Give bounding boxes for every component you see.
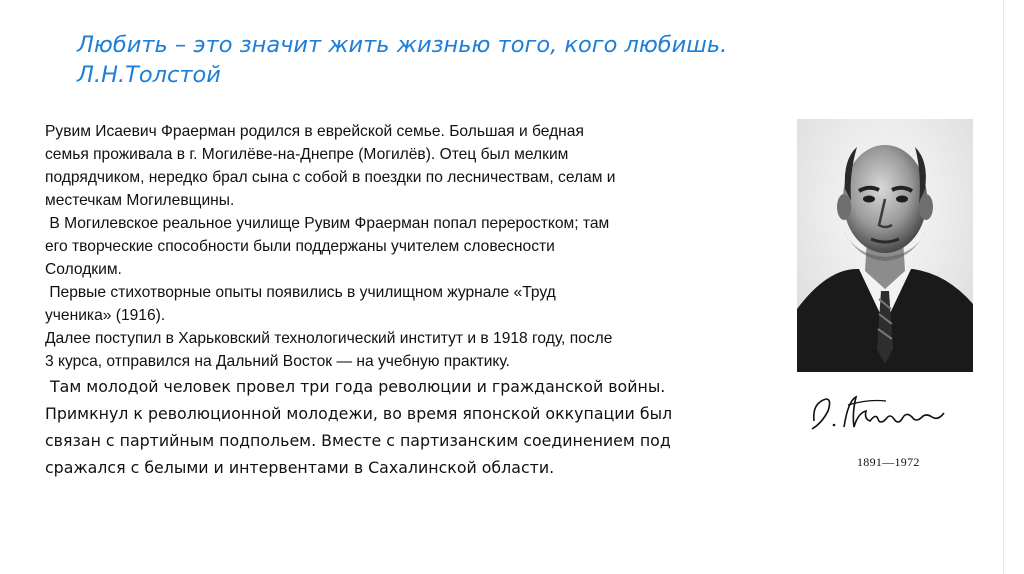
slide-edge-divider: [1003, 0, 1004, 574]
paragraph-family: Рувим Исаевич Фраерман родился в еврейской семье. Большая и бедная семья проживала в г. Могилёве-на-Днепре (Могилёв). Отец был мелким подрядчиком, нередко брал сына с собой в поездки по лесничествам, селам и местечкам Могилевщины.: [45, 123, 616, 209]
author-portrait: [797, 119, 973, 372]
title-author: Л.Н.Толстой: [77, 62, 221, 88]
slide-title: [77, 30, 977, 90]
biography-text: [45, 120, 775, 481]
paragraph-far-east: Там молодой человек провел три года революции и гражданской войны. Примкнул к революционной молодежи, во время японской оккупации был связан с партийным подпольем. Вместе с партизанским соединением под сражался с белыми и интервентами в Сахалинской области.: [45, 377, 673, 477]
title-quote: Любить – это значит жить жизнью того, кого любишь.: [77, 32, 728, 58]
paragraph-first-poems: Первые стихотворные опыты появились в училищном журнале «Труд ученика» (1916).: [45, 284, 556, 324]
portrait-years: 1891—1972: [857, 455, 920, 469]
author-signature: [808, 383, 948, 443]
paragraph-school: В Могилевское реальное училище Рувим Фраерман попал переростком; там его творческие способности были поддержаны учителем словесности Солодким.: [45, 215, 610, 278]
paragraph-institute: Далее поступил в Харьковский технологический институт и в 1918 году, после 3 курса, отправился на Дальний Восток — на учебную практику.: [45, 330, 613, 370]
